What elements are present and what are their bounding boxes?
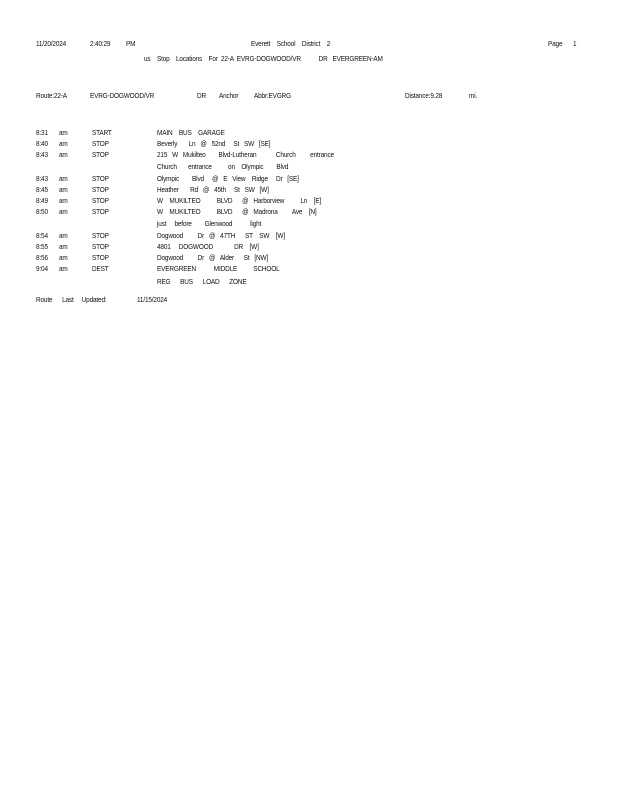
- stop-description: Olympic Blvd @ E View Ridge Dr [SE]: [157, 174, 299, 183]
- stop-time: 8:54: [36, 231, 48, 240]
- stop-description: just before Glenwood light: [157, 219, 262, 228]
- stop-description: W MUKILTEO BLVD @ Madrona Ave [N]: [157, 207, 317, 216]
- stop-description: W MUKILTEO BLVD @ Harborview Ln [E]: [157, 196, 322, 205]
- stop-type: STOP: [92, 150, 109, 159]
- stop-row: [0, 150, 618, 160]
- stop-row: [0, 264, 618, 274]
- stop-description: EVERGREEN MIDDLE SCHOOL: [157, 264, 280, 273]
- stop-row: [0, 231, 618, 241]
- stop-time: 8:45: [36, 185, 48, 194]
- stop-type: STOP: [92, 242, 109, 251]
- stop-row: [0, 196, 618, 206]
- distance-unit: mi.: [469, 91, 478, 100]
- stop-time: 8:49: [36, 196, 48, 205]
- stop-continuation-row: [0, 162, 618, 172]
- stop-continuation-row: [0, 219, 618, 229]
- stop-type: STOP: [92, 185, 109, 194]
- page-number: 1: [573, 39, 577, 48]
- report-date: 11/20/2024: [36, 39, 67, 48]
- stop-type: STOP: [92, 139, 109, 148]
- stop-time: 8:40: [36, 139, 48, 148]
- stop-ampm: am: [59, 139, 68, 148]
- stop-ampm: am: [59, 185, 68, 194]
- route-anchor: Anchor: [219, 91, 239, 100]
- report-ampm: PM: [126, 39, 136, 48]
- stop-row: [0, 253, 618, 263]
- stop-description: Heather Rd @ 45th St SW [W]: [157, 185, 269, 194]
- stop-type: STOP: [92, 253, 109, 262]
- route-id: Route:22-A: [36, 91, 67, 100]
- page-label: Page: [548, 39, 563, 48]
- stop-type: STOP: [92, 231, 109, 240]
- stop-ampm: am: [59, 207, 68, 216]
- report-subtitle: us Stop Locations For 22-A EVRG-DOGWOOD/VR DR EVERGREEN-AM: [144, 54, 383, 63]
- stop-time: 8:43: [36, 150, 48, 159]
- stop-ampm: am: [59, 242, 68, 251]
- stop-row: [0, 207, 618, 217]
- route-abbr: Abbr:EVGRG: [254, 91, 291, 100]
- district-name: Everett School District 2: [251, 39, 331, 48]
- stop-type: STOP: [92, 196, 109, 205]
- stop-ampm: am: [59, 128, 68, 137]
- stop-time: 9:04: [36, 264, 48, 273]
- stop-ampm: am: [59, 196, 68, 205]
- stop-time: 8:43: [36, 174, 48, 183]
- last-updated-label: Route Last Updated:: [36, 295, 107, 304]
- stop-time: 8:31: [36, 128, 48, 137]
- report-time: 2:40:29: [90, 39, 111, 48]
- stop-row: [0, 185, 618, 195]
- stop-ampm: am: [59, 253, 68, 262]
- stop-type: STOP: [92, 174, 109, 183]
- stop-description: Church entrance on Olympic Blvd: [157, 162, 289, 171]
- route-dr: DR: [197, 91, 206, 100]
- stop-description: Beverly Ln @ 52nd St SW [SE]: [157, 139, 271, 148]
- stop-ampm: am: [59, 150, 68, 159]
- stop-row: [0, 128, 618, 138]
- stop-description: 4801 DOGWOOD DR [W]: [157, 242, 259, 251]
- stop-time: 8:50: [36, 207, 48, 216]
- route-name: EVRG-DOGWOOD/VR: [90, 91, 155, 100]
- stop-description: Dogwood Dr @ 47TH ST SW [W]: [157, 231, 285, 240]
- stop-row: [0, 174, 618, 184]
- stop-row: [0, 242, 618, 252]
- stop-continuation-row: [0, 277, 618, 287]
- stop-ampm: am: [59, 231, 68, 240]
- route-distance: Distance:9.28: [405, 91, 443, 100]
- stop-description: 215 W Mukilteo Blvd-Lutheran Church entrance: [157, 150, 334, 159]
- stop-type: DEST: [92, 264, 109, 273]
- stop-time: 8:56: [36, 253, 48, 262]
- stop-description: Dogwood Dr @ Alder St [NW]: [157, 253, 269, 262]
- last-updated-date: 11/15/2024: [137, 295, 168, 304]
- stop-ampm: am: [59, 264, 68, 273]
- stop-type: START: [92, 128, 112, 137]
- stop-description: MAIN BUS GARAGE: [157, 128, 225, 137]
- stop-ampm: am: [59, 174, 68, 183]
- stop-description: REG BUS LOAD ZONE: [157, 277, 247, 286]
- stop-row: [0, 139, 618, 149]
- stop-type: STOP: [92, 207, 109, 216]
- stop-time: 8:55: [36, 242, 48, 251]
